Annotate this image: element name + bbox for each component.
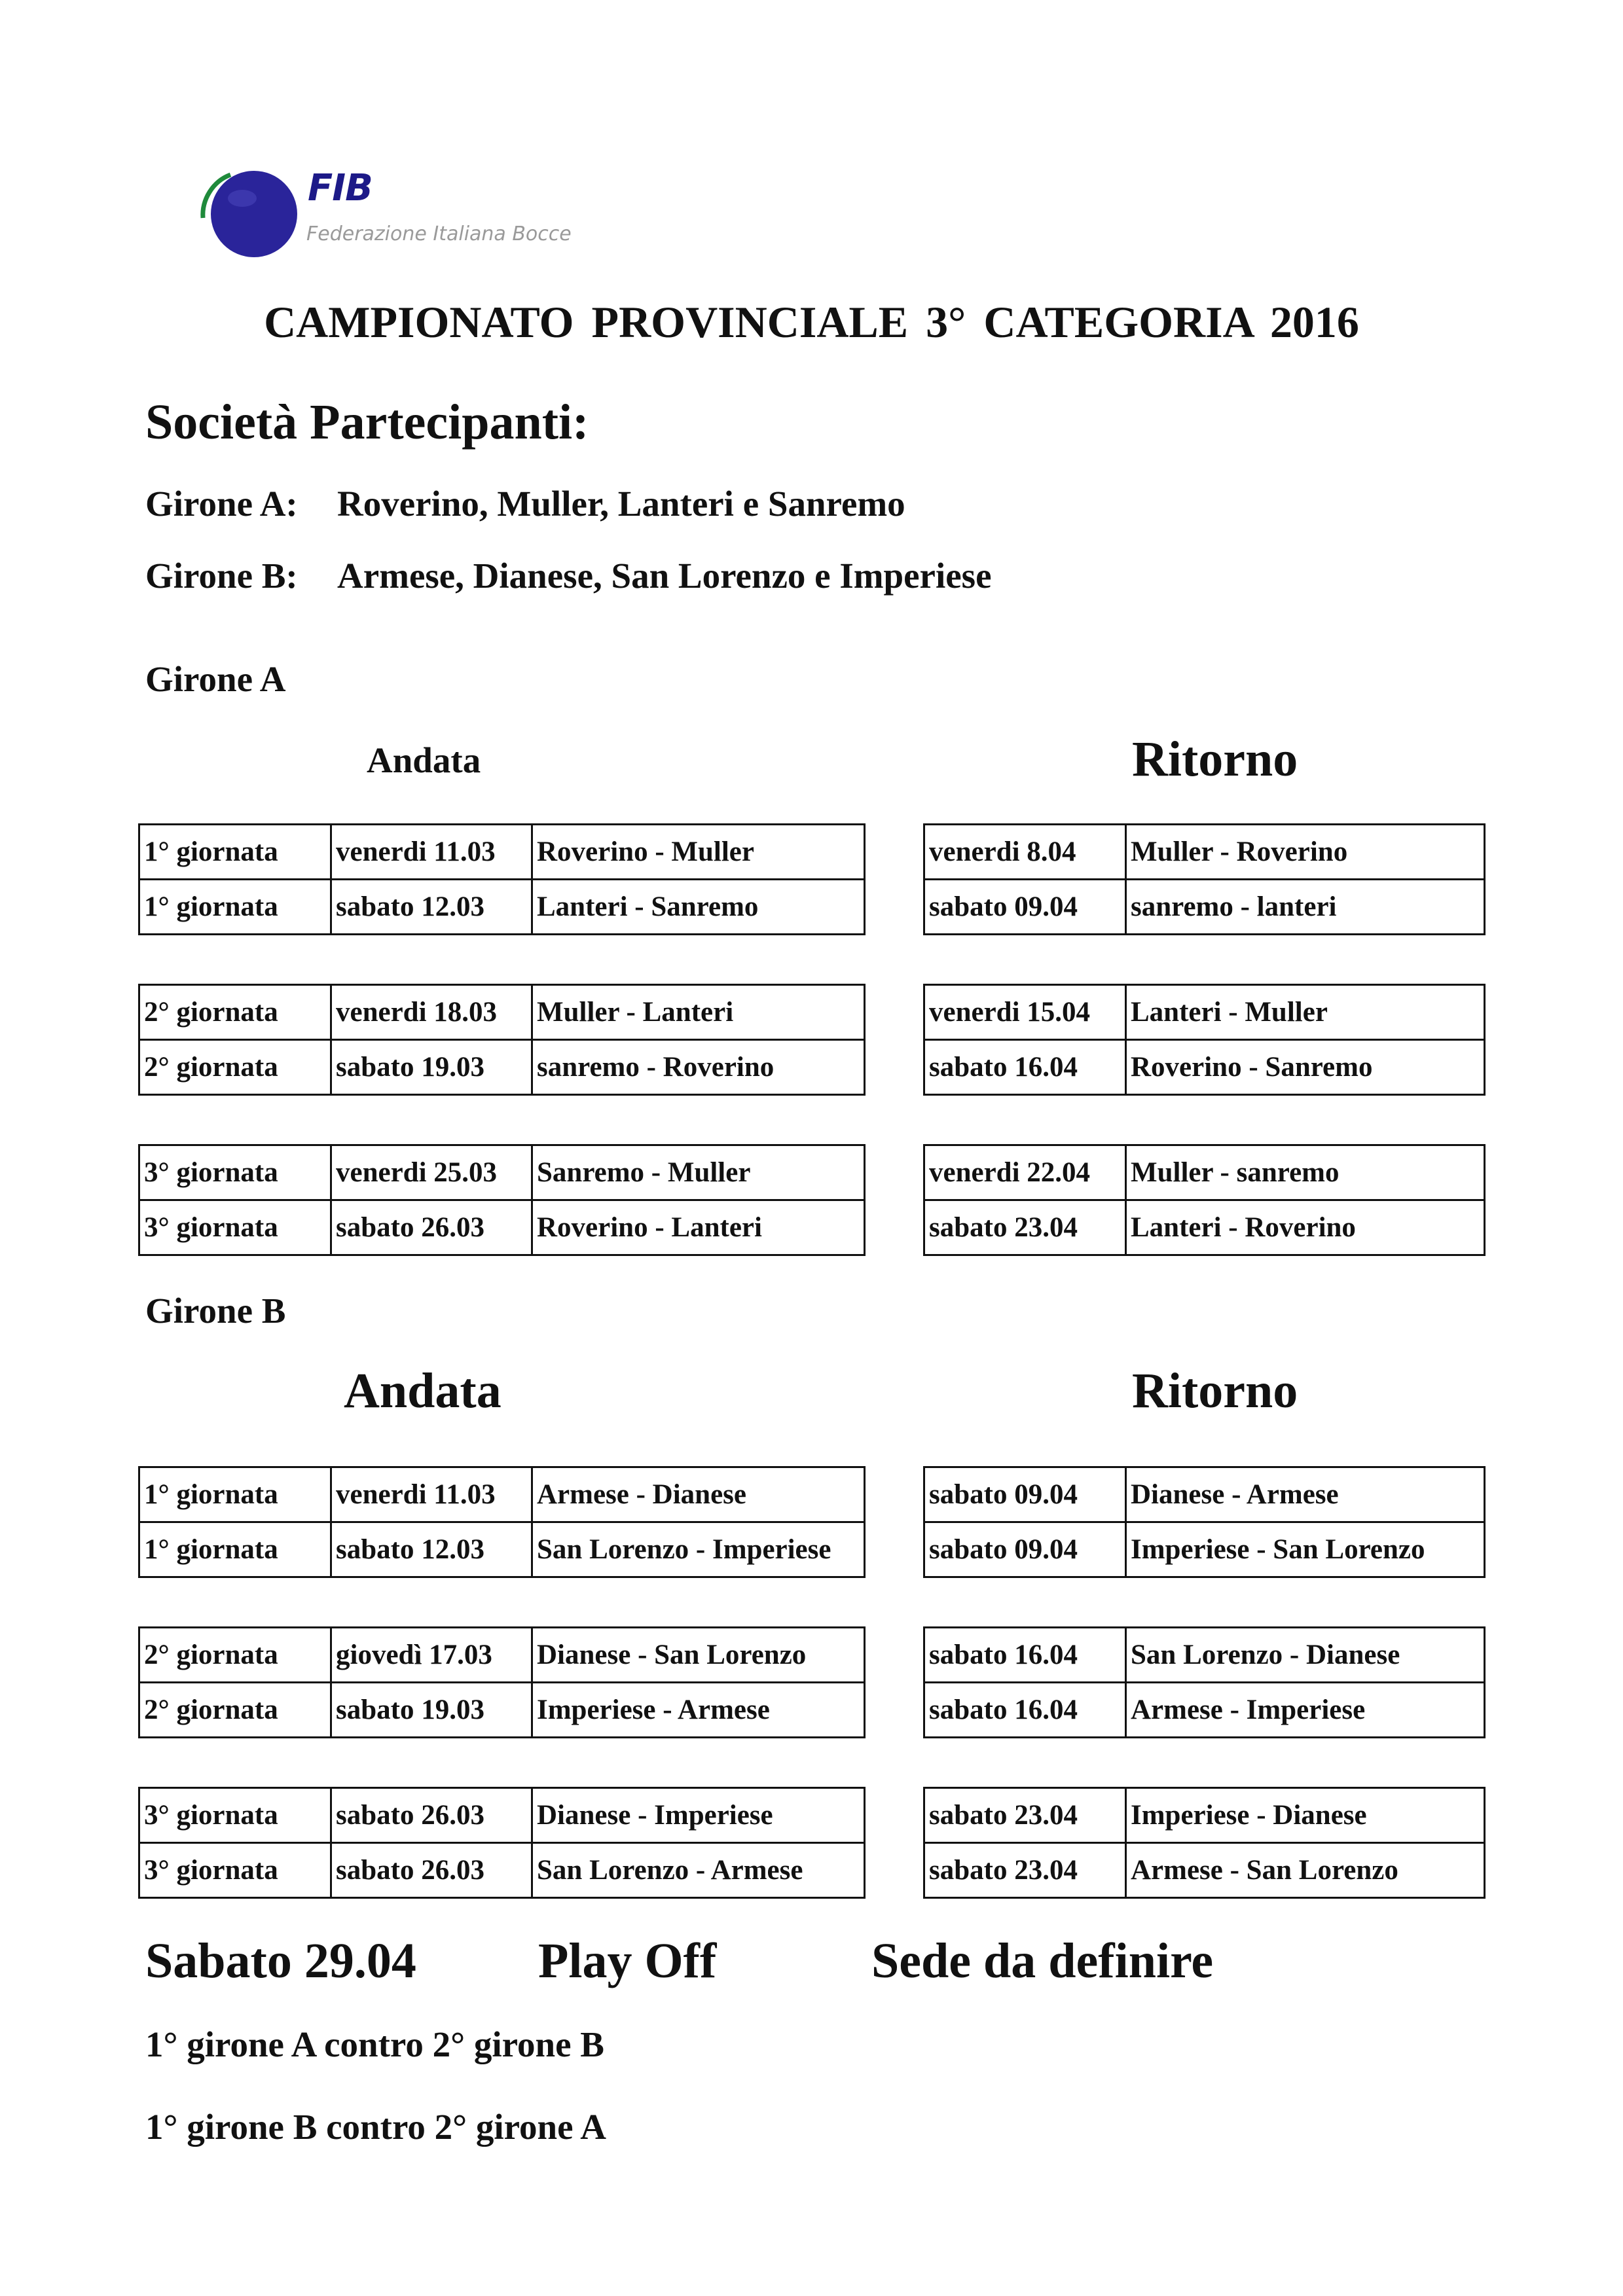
- date-cell: venerdi 11.03: [331, 825, 532, 880]
- girone-a-andata-table-2: [138, 984, 866, 1096]
- table-row: [139, 1040, 865, 1095]
- date-cell: sabato 19.03: [331, 1040, 532, 1095]
- giornata-cell: 1° giornata: [139, 1522, 331, 1577]
- date-cell: sabato 23.04: [924, 1788, 1126, 1843]
- girone-a-andata-table-1: [138, 823, 866, 935]
- table-row: [924, 1522, 1485, 1577]
- societa-girone-b: [145, 555, 991, 596]
- playoff-match-2: 1° girone B contro 2° girone A: [145, 2107, 606, 2147]
- match-cell: Sanremo - Muller: [532, 1145, 865, 1200]
- giornata-cell: 1° giornata: [139, 880, 331, 935]
- playoff-date: Sabato 29.04: [145, 1933, 416, 1988]
- societa-girone-a: [145, 483, 905, 524]
- table-row: [139, 1467, 865, 1522]
- date-cell: giovedì 17.03: [331, 1628, 532, 1683]
- girone-b-andata-table-1: [138, 1466, 866, 1578]
- giornata-cell: 3° giornata: [139, 1200, 331, 1255]
- table-row: [139, 1200, 865, 1255]
- giornata-cell: 2° giornata: [139, 1040, 331, 1095]
- girone-a-andata-table-3: [138, 1144, 866, 1256]
- logo-brand-text: FIB: [308, 167, 373, 209]
- societa-girone-b-label: Girone B:: [145, 556, 298, 596]
- table-row: [924, 1200, 1485, 1255]
- giornata-cell: 3° giornata: [139, 1788, 331, 1843]
- giornata-cell: 2° giornata: [139, 1683, 331, 1738]
- girone-a-ritorno-label: Ritorno: [1132, 732, 1298, 787]
- match-cell: San Lorenzo - Armese: [532, 1843, 865, 1898]
- match-cell: Lanteri - Muller: [1126, 985, 1485, 1040]
- match-cell: Imperiese - Armese: [532, 1683, 865, 1738]
- match-cell: Armese - Dianese: [532, 1467, 865, 1522]
- girone-a-heading: Girone A: [145, 659, 286, 699]
- table-row: [139, 825, 865, 880]
- girone-b-ritorno-table-1: [923, 1466, 1486, 1578]
- girone-a-ritorno-table-2: [923, 984, 1486, 1096]
- match-cell: Lanteri - Roverino: [1126, 1200, 1485, 1255]
- date-cell: sabato 26.03: [331, 1843, 532, 1898]
- table-row: [139, 1145, 865, 1200]
- match-cell: San Lorenzo - Dianese: [1126, 1628, 1485, 1683]
- girone-b-ritorno-label: Ritorno: [1132, 1363, 1298, 1418]
- date-cell: venerdi 11.03: [331, 1467, 532, 1522]
- date-cell: sabato 09.04: [924, 1467, 1126, 1522]
- match-cell: Muller - Roverino: [1126, 825, 1485, 880]
- match-cell: Imperiese - San Lorenzo: [1126, 1522, 1485, 1577]
- date-cell: sabato 23.04: [924, 1200, 1126, 1255]
- date-cell: venerdi 18.03: [331, 985, 532, 1040]
- match-cell: Dianese - Armese: [1126, 1467, 1485, 1522]
- date-cell: venerdi 15.04: [924, 985, 1126, 1040]
- playoff-match-1: 1° girone A contro 2° girone B: [145, 2024, 604, 2064]
- giornata-cell: 3° giornata: [139, 1145, 331, 1200]
- girone-b-ritorno-table-3: [923, 1787, 1486, 1899]
- girone-b-heading: Girone B: [145, 1291, 286, 1331]
- table-row: [139, 1788, 865, 1843]
- girone-b-andata-table-2: [138, 1626, 866, 1738]
- table-row: [139, 1522, 865, 1577]
- match-cell: Roverino - Lanteri: [532, 1200, 865, 1255]
- giornata-cell: 1° giornata: [139, 1467, 331, 1522]
- fib-logo-icon: [196, 167, 308, 265]
- match-cell: Muller - sanremo: [1126, 1145, 1485, 1200]
- societa-girone-b-teams: Armese, Dianese, San Lorenzo e Imperiese: [337, 556, 992, 596]
- match-cell: Muller - Lanteri: [532, 985, 865, 1040]
- table-row: [924, 1145, 1485, 1200]
- girone-a-andata-label: Andata: [367, 740, 481, 780]
- match-cell: sanremo - lanteri: [1126, 880, 1485, 935]
- logo-subtitle: Federazione Italiana Bocce: [306, 223, 572, 245]
- table-row: [924, 1683, 1485, 1738]
- table-row: [924, 1788, 1485, 1843]
- playoff-label: Play Off: [538, 1933, 717, 1988]
- girone-a-ritorno-table-1: [923, 823, 1486, 935]
- giornata-cell: 3° giornata: [139, 1843, 331, 1898]
- giornata-cell: 1° giornata: [139, 825, 331, 880]
- date-cell: venerdi 8.04: [924, 825, 1126, 880]
- table-row: [924, 1040, 1485, 1095]
- table-row: [924, 880, 1485, 935]
- page-title: CAMPIONATO PROVINCIALE 3° CATEGORIA 2016: [264, 297, 1359, 347]
- playoff-venue: Sede da definire: [871, 1933, 1214, 1988]
- societa-girone-a-teams: Roverino, Muller, Lanteri e Sanremo: [337, 484, 905, 524]
- date-cell: venerdi 25.03: [331, 1145, 532, 1200]
- table-row: [139, 880, 865, 935]
- match-cell: Dianese - Imperiese: [532, 1788, 865, 1843]
- date-cell: sabato 09.04: [924, 880, 1126, 935]
- date-cell: sabato 12.03: [331, 880, 532, 935]
- table-row: [924, 1467, 1485, 1522]
- date-cell: sabato 19.03: [331, 1683, 532, 1738]
- table-row: [139, 1628, 865, 1683]
- match-cell: Armese - Imperiese: [1126, 1683, 1485, 1738]
- table-row: [139, 1843, 865, 1898]
- table-row: [924, 825, 1485, 880]
- societa-heading: Società Partecipanti:: [145, 395, 589, 450]
- table-row: [139, 985, 865, 1040]
- girone-b-andata-label: Andata: [344, 1363, 501, 1418]
- table-row: [924, 1628, 1485, 1683]
- match-cell: sanremo - Roverino: [532, 1040, 865, 1095]
- fib-logo: [196, 167, 602, 265]
- match-cell: San Lorenzo - Imperiese: [532, 1522, 865, 1577]
- match-cell: Roverino - Muller: [532, 825, 865, 880]
- match-cell: Imperiese - Dianese: [1126, 1788, 1485, 1843]
- date-cell: sabato 16.04: [924, 1628, 1126, 1683]
- match-cell: Roverino - Sanremo: [1126, 1040, 1485, 1095]
- date-cell: sabato 16.04: [924, 1683, 1126, 1738]
- table-row: [924, 985, 1485, 1040]
- societa-girone-a-label: Girone A:: [145, 484, 298, 524]
- table-row: [139, 1683, 865, 1738]
- date-cell: venerdi 22.04: [924, 1145, 1126, 1200]
- giornata-cell: 2° giornata: [139, 985, 331, 1040]
- match-cell: Dianese - San Lorenzo: [532, 1628, 865, 1683]
- date-cell: sabato 16.04: [924, 1040, 1126, 1095]
- date-cell: sabato 23.04: [924, 1843, 1126, 1898]
- match-cell: Lanteri - Sanremo: [532, 880, 865, 935]
- table-row: [924, 1843, 1485, 1898]
- girone-b-ritorno-table-2: [923, 1626, 1486, 1738]
- giornata-cell: 2° giornata: [139, 1628, 331, 1683]
- date-cell: sabato 26.03: [331, 1788, 532, 1843]
- date-cell: sabato 12.03: [331, 1522, 532, 1577]
- date-cell: sabato 09.04: [924, 1522, 1126, 1577]
- match-cell: Armese - San Lorenzo: [1126, 1843, 1485, 1898]
- girone-a-ritorno-table-3: [923, 1144, 1486, 1256]
- date-cell: sabato 26.03: [331, 1200, 532, 1255]
- girone-b-andata-table-3: [138, 1787, 866, 1899]
